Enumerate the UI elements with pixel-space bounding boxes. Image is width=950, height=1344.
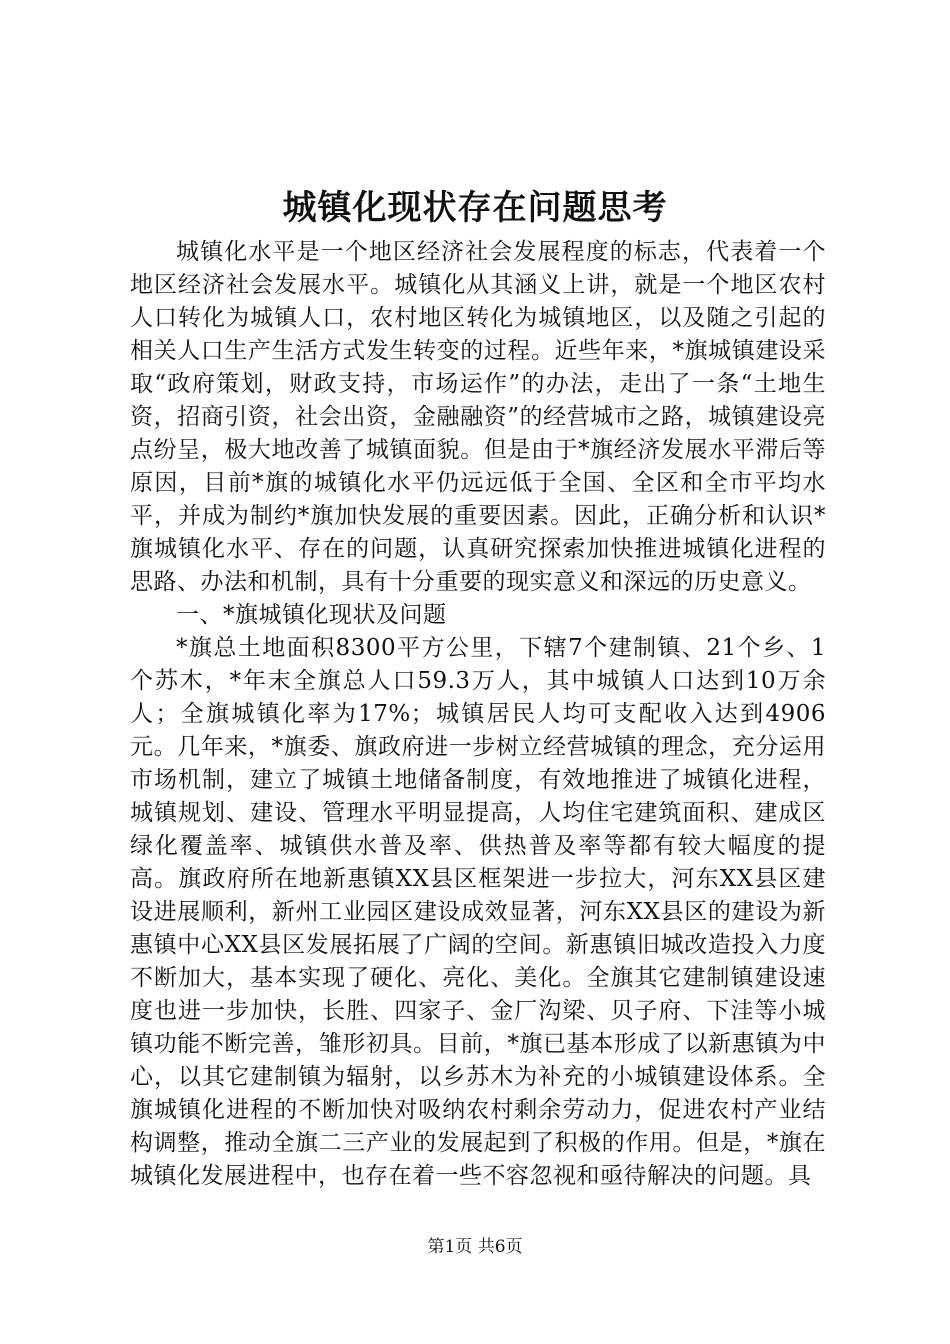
page-number-footer: 第1页 共6页	[427, 1237, 523, 1257]
status-paragraph: *旗总土地面积8300平方公里，下辖7个建制镇、21个乡、1个苏木，*年末全旗总人口59.3万人，其中城镇人口达到10万余人；全旗城镇化率为17%；城镇居民人均可支配收入达到4906元。几年来，*旗委、旗政府进一步树立经营城镇的理念，充分运用市场机制，建立了城镇土地储备制度，有效地推进了城镇化进程，城镇规划、建设、管理水平明显提高，人均住宅建筑面积、建成区绿化覆盖率、城镇供水普及率、供热普及率等都有较大幅度的提高。旗政府所在地新惠镇XX县区框架进一步拉大，河东XX县区建设进展顺利，新州工业园区建设成效显著，河东XX县区的建设为新惠镇中心XX县区发展拓展了广阔的空间。新惠镇旧城改造投入力度不断加大，基本实现了硬化、亮化、美化。全旗其它建制镇建设速度也进一步加快，长胜、四家子、金厂沟梁、贝子府、下洼等小城镇功能不断完善，雏形初具。目前，*旗已基本形成了以新惠镇为中心，以其它建制镇为辐射，以乡苏木为补充的小城镇建设体系。全旗城镇化进程的不断加快对吸纳农村剩余劳动力，促进农村产业结构调整，推动全旗二三产业的发展起到了积极的作用。但是，*旗在城镇化发展进程中，也存在着一些不容忽视和亟待解决的问题。具	[130, 635, 826, 1189]
section-heading: 一、*旗城镇化现状及问题	[176, 602, 447, 628]
document-body	[130, 236, 826, 1193]
document-title: 城镇化现状存在问题思考	[282, 188, 668, 228]
intro-paragraph: 城镇化水平是一个地区经济社会发展程度的标志，代表着一个地区经济社会发展水平。城镇化从其涵义上讲，就是一个地区农村人口转化为城镇人口，农村地区转化为城镇地区，以及随之引起的相关人口生产生活方式发生转变的过程。近些年来，*旗城镇建设采取“政府策划，财政支持，市场运作”的办法，走出了一条“土地生资，招商引资，社会出资，金融融资”的经营城市之路，城镇建设亮点纷呈，极大地改善了城镇面貌。但是由于*旗经济发展水平滞后等原因，目前*旗的城镇化水平仍远远低于全国、全区和全市平均水平，并成为制约*旗加快发展的重要因素。因此，正确分析和认识*旗城镇化水平、存在的问题，认真研究探索加快推进城镇化进程的思路、办法和机制，具有十分重要的现实意义和深远的历史意义。	[130, 239, 826, 595]
